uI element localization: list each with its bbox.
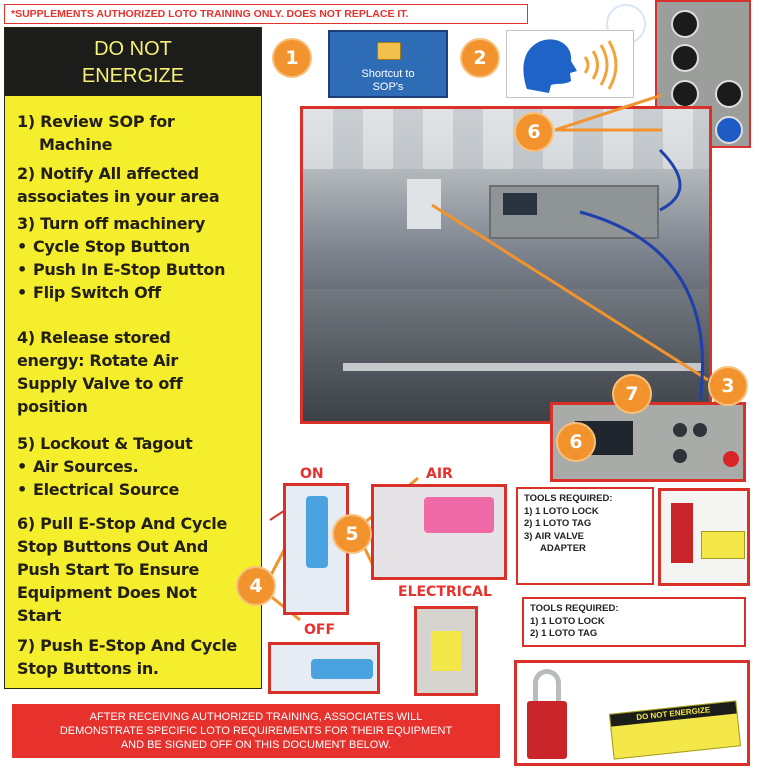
top-banner: *SUPPLEMENTS AUTHORIZED LOTO TRAINING ONLY. DOES NOT REPLACE IT. [4,4,528,24]
header-line1: DO NOT [94,38,172,60]
padlock-shackle-icon [533,669,561,703]
button-icon [673,423,687,437]
padlock-icon [527,701,567,759]
label-air: AIR [426,466,453,482]
label-electrical: ELECTRICAL [398,584,492,600]
switch-off-photo [268,642,380,694]
header-line2: ENERGIZE [81,65,185,87]
step-badge-4: 4 [236,566,276,606]
step-7: 7) Push E-Stop And Cycle Stop Buttons in. [17,636,237,678]
step-badge-6: 6 [514,112,554,152]
step-1: 1) Review SOP for Machine [17,112,175,154]
air-tools-photo [658,488,750,586]
tools-required-electrical: TOOLS REQUIRED: 1) 1 LOTO LOCK 2) 1 LOTO TAG [522,597,746,647]
step-badge-5: 5 [332,514,372,554]
electrical-lockout-photo [414,606,478,696]
step-badge-6b: 6 [556,422,596,462]
step-badge-7: 7 [612,374,652,414]
training-notice: AFTER RECEIVING AUTHORIZED TRAINING, ASSOCIATES WILL DEMONSTRATE SPECIFIC LOTO REQUIREMENTS FOR THEIR EQUIPMENT AND BE SIGNED OFF ON THIS DOCUMENT BELOW. [12,704,500,758]
tag-icon [701,531,745,559]
shortcut-label: Shortcut to SOP's [361,68,415,93]
switch-handle-icon [306,496,328,568]
button-icon [673,449,687,463]
air-lockout-photo [371,484,507,580]
lock-icon [671,503,693,563]
e-stop-icon [723,451,739,467]
step-badge-3: 3 [708,366,748,406]
switch-handle-off-icon [311,659,373,679]
step-4: 4) Release stored energy: Rotate Air Supply Valve to off position [17,328,183,416]
step-5: 5) Lockout & Tagout • Air Sources. • Electrical Source [17,432,257,501]
step-6: 6) Pull E-Stop And Cycle Stop Buttons Out And Push Start To Ensure Equipment Does Not Start [17,514,228,625]
air-valve-lock-icon [424,497,494,533]
tools-required-air: TOOLS REQUIRED: 1) 1 LOTO LOCK 2) 1 LOTO TAG 3) AIR VALVE ADAPTER [516,487,654,585]
step-2: 2) Notify All affected associates in your area [17,164,220,206]
electrical-tag-icon [431,631,461,671]
label-off: OFF [304,622,336,638]
step-badge-2: 2 [460,38,500,78]
loto-tag-icon: DO NOT ENERGIZE [609,700,741,759]
button-icon [693,423,707,437]
label-on: ON [300,466,324,482]
step-3: 3) Turn off machinery • Cycle Stop Button • Push In E-Stop Button • Flip Switch Off [17,212,257,304]
step-badge-1: 1 [272,38,312,78]
lock-and-tag-photo [514,660,750,766]
